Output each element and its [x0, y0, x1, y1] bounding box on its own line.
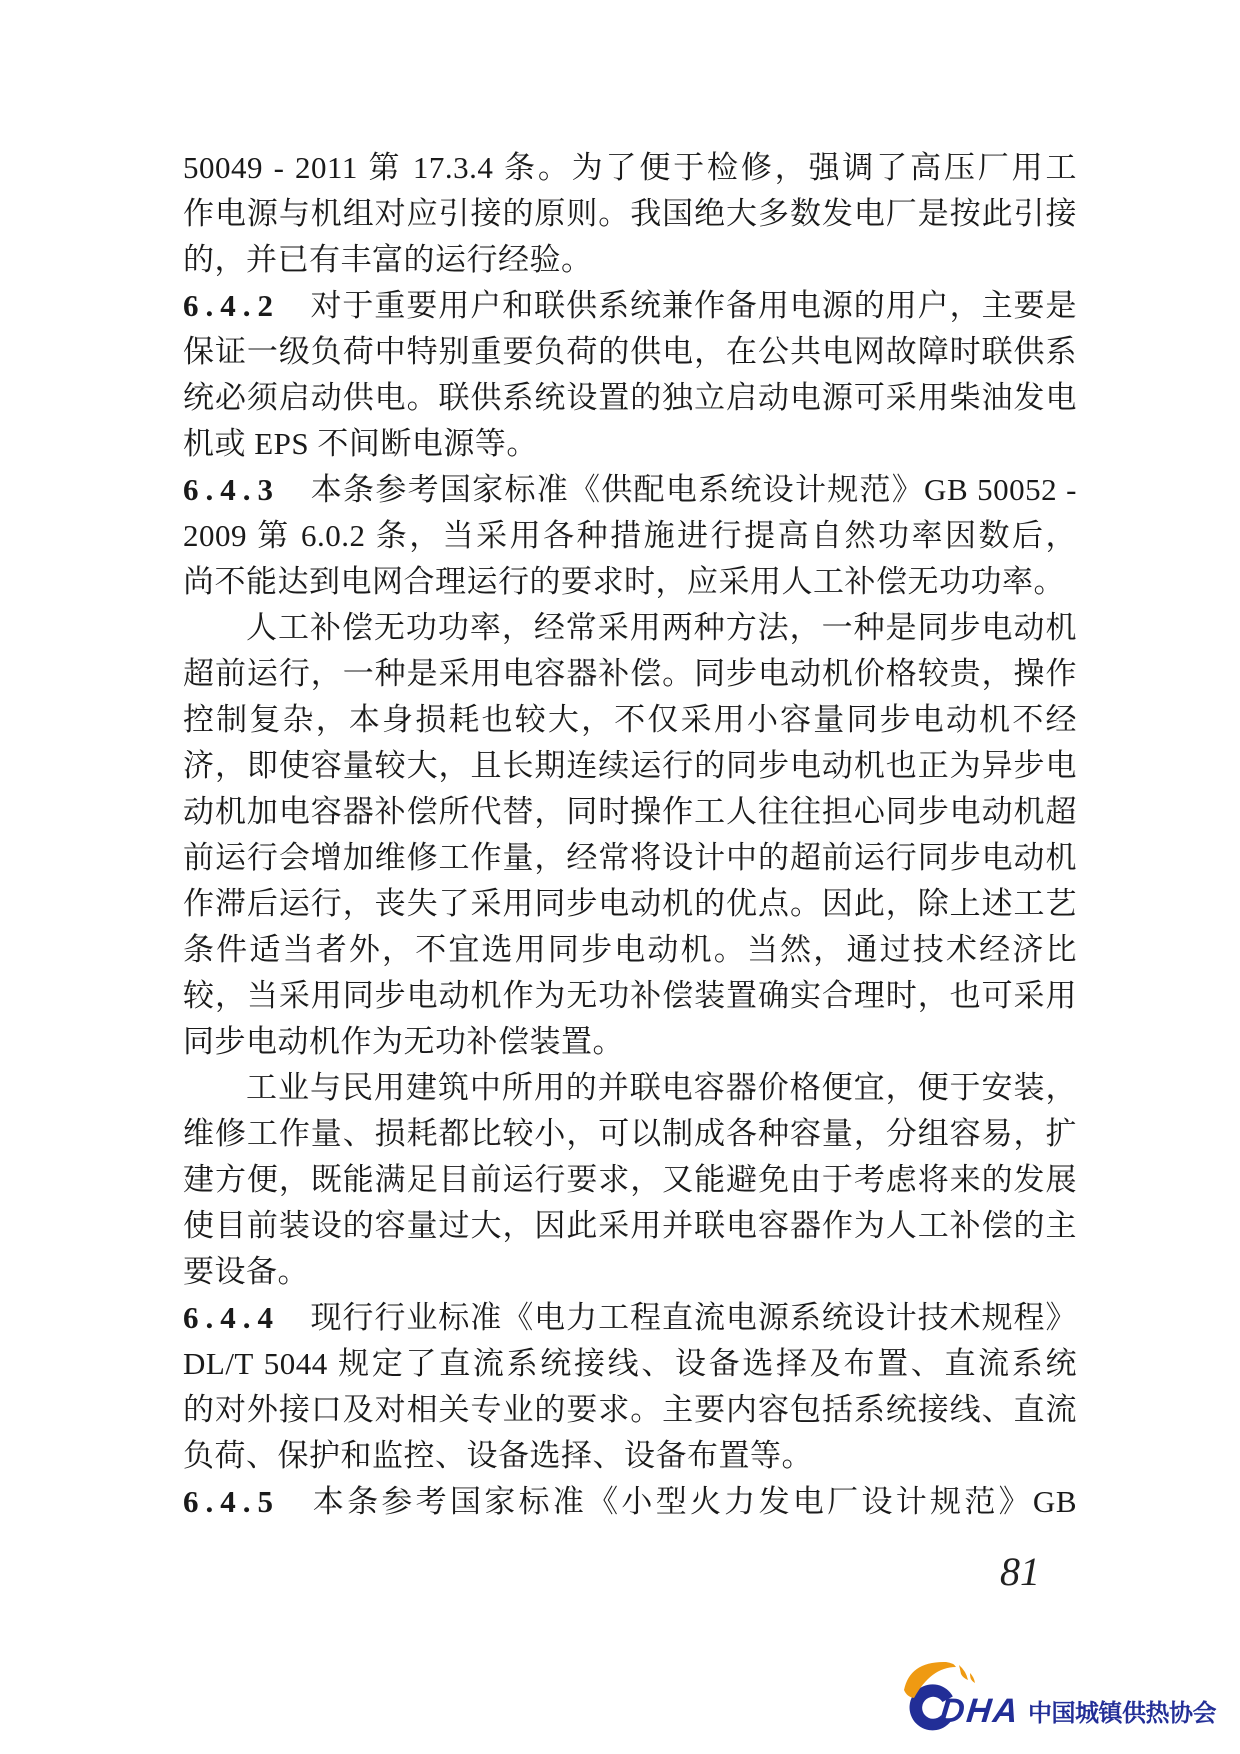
text-line	[183, 559, 1077, 605]
line-text: 条件适当者外，不宜选用同步电动机。当然，通过技术经济比	[183, 932, 1077, 967]
text-line	[183, 467, 1077, 513]
line-text: 作电源与机组对应引接的原则。我国绝大多数发电厂是按此引接	[183, 196, 1077, 231]
text-line	[183, 835, 1077, 881]
text-line	[183, 191, 1077, 237]
text-line	[183, 605, 1077, 651]
text-line	[183, 789, 1077, 835]
line-text: 工业与民用建筑中所用的并联电容器价格便宜，便于安装，	[246, 1070, 1077, 1105]
text-line	[183, 927, 1077, 973]
logo-radiate-arc-1	[959, 1665, 968, 1680]
line-text: 人工补偿无功功率，经常采用两种方法，一种是同步电动机	[246, 610, 1077, 645]
line-text: DL/T 5044 规定了直流系统接线、设备选择及布置、直流系统	[183, 1346, 1077, 1381]
section-number: 6.4.2	[183, 288, 280, 323]
cdha-logo	[898, 1656, 1228, 1751]
line-text: 较，当采用同步电动机作为无功补偿装置确实合理时，也可采用	[183, 978, 1077, 1013]
line-text: 对于重要用户和联供系统兼作备用电源的用户，主要是	[310, 288, 1077, 323]
text-line	[183, 237, 1077, 283]
text-line	[183, 697, 1077, 743]
text-line	[183, 513, 1077, 559]
text-line	[183, 1065, 1077, 1111]
line-text: 前运行会增加维修工作量，经常将设计中的超前运行同步电动机	[183, 840, 1077, 875]
line-text: 维修工作量、损耗都比较小，可以制成各种容量，分组容易，扩	[183, 1116, 1077, 1151]
line-text: 本条参考国家标准《小型火力发电厂设计规范》GB	[310, 1484, 1077, 1519]
text-line	[183, 881, 1077, 927]
text-line	[183, 1433, 1077, 1479]
line-text: 作滞后运行，丧失了采用同步电动机的优点。因此，除上述工艺	[183, 886, 1077, 921]
section-number: 6.4.4	[183, 1300, 280, 1335]
line-text: 的对外接口及对相关专业的要求。主要内容包括系统接线、直流	[183, 1392, 1077, 1427]
line-text: 同步电动机作为无功补偿装置。	[183, 1024, 624, 1059]
text-line	[183, 743, 1077, 789]
line-text: 2009 第 6.0.2 条，当采用各种措施进行提高自然功率因数后，	[183, 518, 1077, 553]
text-line	[183, 1157, 1077, 1203]
line-text: 的，并已有丰富的运行经验。	[183, 242, 593, 277]
line-text: 要设备。	[183, 1254, 309, 1289]
text-line	[183, 1341, 1077, 1387]
text-line	[183, 1203, 1077, 1249]
body-text	[183, 145, 1077, 1525]
line-text: 超前运行，一种是采用电容器补偿。同步电动机价格较贵，操作	[183, 656, 1077, 691]
text-line	[183, 1111, 1077, 1157]
text-line	[183, 329, 1077, 375]
line-text: 保证一级负荷中特别重要负荷的供电，在公共电网故障时联供系	[183, 334, 1077, 369]
line-text: 尚不能达到电网合理运行的要求时，应采用人工补偿无功功率。	[183, 564, 1065, 599]
text-line	[183, 145, 1077, 191]
text-line	[183, 1479, 1077, 1525]
text-line	[183, 283, 1077, 329]
text-line	[183, 1387, 1077, 1433]
line-text: 建方便，既能满足目前运行要求，又能避免由于考虑将来的发展	[183, 1162, 1077, 1197]
text-line	[183, 651, 1077, 697]
line-text: 统必须启动供电。联供系统设置的独立启动电源可采用柴油发电	[183, 380, 1077, 415]
line-text: 使目前装设的容量过大，因此采用并联电容器作为人工补偿的主	[183, 1208, 1077, 1243]
line-text: 机或 EPS 不间断电源等。	[183, 426, 538, 461]
text-line	[183, 1249, 1077, 1295]
text-line	[183, 1019, 1077, 1065]
line-text: 本条参考国家标准《供配电系统设计规范》GB 50052 -	[310, 472, 1077, 507]
text-line	[183, 973, 1077, 1019]
page-number: 81	[1000, 1549, 1040, 1594]
line-text: 济，即使容量较大，且长期连续运行的同步电动机也正为异步电	[183, 748, 1077, 783]
section-number: 6.4.3	[183, 472, 280, 507]
text-line	[183, 1295, 1077, 1341]
text-line	[183, 375, 1077, 421]
line-text: 现行行业标准《电力工程直流电源系统设计技术规程》	[310, 1300, 1077, 1335]
line-text: 控制复杂，本身损耗也较大，不仅采用小容量同步电动机不经	[183, 702, 1077, 737]
line-text: 动机加电容器补偿所代替，同时操作工人往往担心同步电动机超	[183, 794, 1077, 829]
line-text: 50049 - 2011 第 17.3.4 条。为了便于检修，强调了高压厂用工	[183, 150, 1077, 185]
text-line	[183, 421, 1077, 467]
logo-org-name: 中国城镇供热协会	[1028, 1700, 1216, 1727]
line-text: 负荷、保护和监控、设备选择、设备布置等。	[183, 1438, 813, 1473]
logo-acronym: DHA	[938, 1692, 1022, 1730]
section-number: 6.4.5	[183, 1484, 280, 1519]
logo-radiate-arc-2	[970, 1673, 975, 1683]
